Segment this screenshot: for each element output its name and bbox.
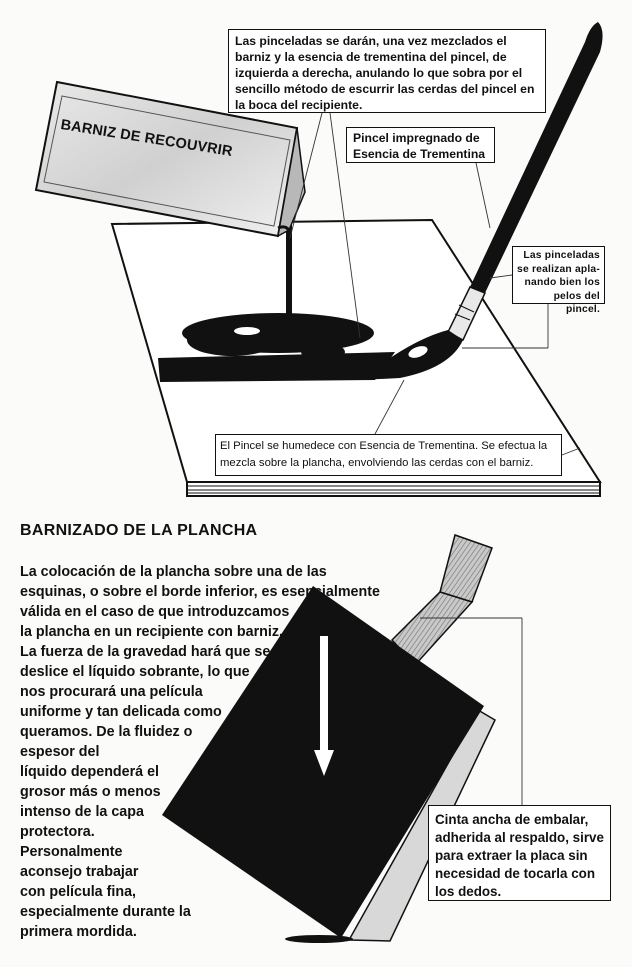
body-line: la plancha en un recipiente con barniz.	[20, 624, 283, 640]
body-line: La colocación de la plancha sobre una de las	[20, 564, 327, 580]
callout-pincel-impregnado: Pincel impregnado de Esencia de Trementina	[346, 127, 495, 163]
body-line: protectora.	[20, 824, 95, 840]
body-line: primera mordida.	[20, 924, 137, 940]
body-line: líquido dependerá el	[20, 764, 160, 780]
body-line: especialmente durante la	[20, 904, 191, 920]
callout-cinta-ancha: Cinta ancha de embalar, adherida al respaldo, sirve para extraer la placa sin necesidad de tocarla con los dedos.	[428, 805, 611, 901]
body-line: aconsejo trabajar	[20, 864, 139, 880]
body-line: esquinas, o sobre el borde inferior, es esencialmente	[20, 584, 380, 600]
section-title: BARNIZADO DE LA PLANCHA	[20, 522, 258, 539]
body-line: grosor más o menos	[20, 784, 161, 800]
body-line: queramos. De la fluidez o	[20, 724, 193, 740]
body-line: deslice el líquido sobrante, lo que	[20, 664, 250, 680]
body-line: con película fina,	[20, 884, 136, 900]
body-line: espesor del	[20, 744, 100, 760]
body-line: nos procurará una película	[20, 684, 203, 700]
callout-pinceladas-direccion: Las pinceladas se darán, una vez mezclados el barniz y la esencia de trementina del pincel, de izquierda a derecha, anulando lo que sobra por el sencillo método de escurrir las cerdas del pincel en la boca del recipiente.	[228, 29, 546, 113]
body-line: La fuerza de la gravedad hará que se	[20, 644, 271, 660]
body-line: uniforme y tan delicada como	[20, 704, 222, 720]
can-label: BARNIZ DE RECOUVRIR	[59, 117, 234, 160]
body-line: intenso de la capa	[20, 804, 144, 820]
callout-pinceladas-aplanando: Las pinceladas se realizan apla- nando bien los pelos del pincel.	[512, 246, 605, 304]
body-line: válida en el caso de que introduzcamos	[20, 604, 290, 620]
body-line: Personalmente	[20, 844, 123, 860]
callout-pincel-humedece: El Pincel se humedece con Esencia de Trementina. Se efectua la mezcla sobre la plancha, envolviendo las cerdas con el barniz.	[215, 434, 562, 476]
